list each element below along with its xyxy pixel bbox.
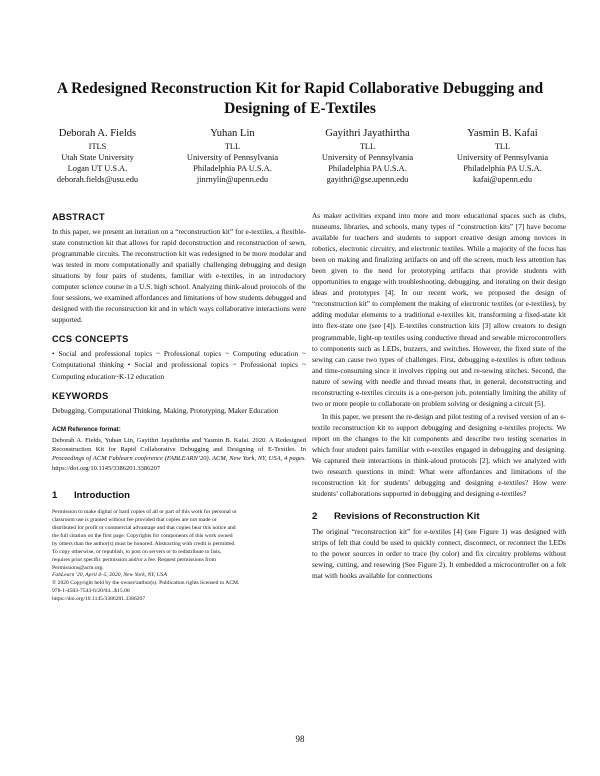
section-number: 1 — [52, 490, 58, 502]
left-column — [52, 212, 306, 604]
section-title: Introduction — [74, 490, 130, 502]
reference-doi: https://doi.org/10.1145/3386201.3386207 — [52, 464, 161, 472]
page-number: 98 — [295, 734, 305, 744]
revisions-paragraph: The original “reconstruction kit” for e-textiles [4] (see Figure 1) was designed with strips of felt that could be used to quickly connect, disconnect, or reconnect the LEDs to the power sources in order to trace (by color) and fix circuitry problems without sewing, cutting, and resewing (See Figure 2). It embedded a microcontroller on a felt mat with hooks available for connections — [312, 527, 566, 581]
intro-paragraph-1: As maker activities expand into more and more educational spaces such as clubs, museums, libraries, and schools, many types of “construction kits” [7] have become available for teachers and students to support creative design among novices in robotics, electronic circuitry, and electronic textiles. While a majority of the focus has been on making and finalizing artifacts on and off the screen, much less attention has been given to the need for prototyping artifacts that provide students with opportunities to engage with troubleshooting, debugging, and iterating on their design ideas and prototypes [4]. In our recent work, we proposed the design of “reconstruction kit” to complement the making of electronic textiles (or e-textiles), by adding modular elements to a traditional e-textiles kit, transforming a fixed-state kit into flex-state one (see [4]). E-textiles construction kits [3] allow creators to design programmable, light-up textiles using conductive thread and sewable microcontrollers to components such as LEDs, buzzers, and switches. However, the fixed state of the sewing can cause two types of challenges. First, debugging e-textiles is often tedious and time-consuming since it involves ripping out and re-sewing stitches. Second, the nature of sewing with needle and thread means that, in general, deconstructing and reconstructing e-textiles circuits is a one-person job, potentially limiting the ability of two or more people to collaborate on problem solving or designing a circuit [5]. — [312, 211, 566, 408]
permission-line: Permission to make digital or hard copies of all or part of this work for personal or — [52, 509, 237, 516]
author-email: jinrnylin@upenn.edu — [196, 175, 269, 185]
abstract-heading: ABSTRACT — [52, 212, 105, 222]
permission-block — [52, 509, 306, 604]
author-email: kafai@upenn.edu — [472, 175, 533, 185]
author-name: Deborah A. Fields — [58, 128, 137, 139]
author-block — [435, 127, 570, 185]
reference-text-italic: Proceedings of ACM Fablearn conference (FABLEARN’20). ACM, New York, NY, USA, 4 pages. — [52, 455, 306, 463]
doi-line: https://doi.org/10.1145/3386201.3386207 — [52, 596, 146, 603]
author-name: Yuhan Lin — [210, 128, 255, 139]
author-email: gayithri@gse.upenn.edu — [326, 175, 409, 185]
author-location: Philadelphia PA U.S.A. — [463, 164, 542, 174]
permission-line: Permissions@acm.org. — [52, 564, 104, 571]
permission-line: the full citation on the first page. Copyrights for components of this work owned — [52, 532, 233, 539]
section-title: Revisions of Reconstruction Kit — [334, 511, 480, 523]
venue-text: FabLearn '20, April 4–5, 2020, New York, NY, USA — [52, 572, 167, 579]
permission-line: requires prior specific permission and/or a fee. Request permissions from — [52, 556, 217, 563]
permission-line: by others than the author(s) must be honored. Abstracting with credit is permitted. — [52, 540, 236, 547]
abstract-text: In this paper, we present an iteration on a “reconstruction kit” for e-textiles, a flexible-state construction kit that allows for rapid deconstruction and reconstruction of sewn, programmable circuits. The reconstruction kit was redesigned to be more modular and was tested in more computationally and spatially challenging debugging and design situations by four pairs of students, familiar with e-textiles, in an introductory computer science course in a U.S. high school. Analyzing think-aloud protocols of the four sessions, we examined affordances and limitations of how students debugged and designed with the reconstruction kit and in which ways collaborative interactions were supported. — [52, 227, 306, 325]
author-org: TLL — [224, 142, 241, 151]
author-org: TLL — [359, 142, 376, 151]
reference-format-heading: ACM Reference format: — [52, 425, 121, 433]
intro-paragraph-2: In this paper, we present the re-design and pilot testing of a revised version of an e-textile reconstruction kit to support debugging and designing e-textiles projects. We report on the changes to the kit components and describe two testing scenarios in which four student pairs familiar with e-textiles engaged in debugging and designing. We captured their interactions in think-aloud protocols [2], which we analyzed with two research questions in mind: What were affordances and limitations of the reconstruction kit for students’ debugging and designing e-textiles? How were students’ collaborations supported in debugging and designing e-textiles? — [312, 411, 566, 499]
permission-line: distributed for profit or commercial advantage and that copies bear this notice and — [52, 525, 236, 532]
ccs-text: • Social and professional topics ~ Professional topics ~ Computing education ~ Computational thinking • Social and professional topics ~ Professional topics ~ Computing education~K-12 education — [52, 349, 306, 381]
right-column — [312, 210, 566, 581]
reference-text-plain: Deborah A. Fields, Yuhan Lin, Gayithri Jayathirtha and Yasmin B. Kafai. 2020. A Redesigned Reconstruction Kit for Rapid Collaborative Debugging and Designing of E-Textiles. In — [52, 436, 306, 454]
author-org: TLL — [494, 142, 511, 151]
author-block — [30, 127, 165, 185]
author-location: Philadelphia PA U.S.A. — [328, 164, 407, 174]
introduction-heading — [52, 490, 306, 501]
reference-format-text — [52, 436, 306, 474]
author-affiliation: Utah State University — [61, 153, 134, 163]
revisions-heading — [312, 511, 566, 522]
author-list — [30, 127, 570, 185]
keywords-heading: KEYWORDS — [52, 390, 109, 401]
permission-line: To copy otherwise, or republish, to post on servers or to redistribute to lists, — [52, 548, 222, 555]
author-org: ITLS — [88, 142, 107, 151]
author-name: Gayithri Jayathirtha — [325, 128, 410, 139]
paper-title: A Redesigned Reconstruction Kit for Rapid Collaborative Debugging and Designing of E-Textiles — [56, 80, 544, 117]
author-name: Yasmin B. Kafai — [467, 128, 538, 139]
author-email: deborah.fields@usu.edu — [56, 175, 139, 185]
author-affiliation: University of Pennsylvania — [456, 153, 549, 163]
keywords-text: Debugging, Computational Thinking, Making, Prototyping, Maker Education — [52, 405, 279, 415]
author-affiliation: University of Pennsylvania — [321, 153, 414, 163]
isbn-line: 978-1-4503-7543-6/20/04...$15.00 — [52, 588, 130, 595]
section-number: 2 — [312, 511, 318, 523]
author-block — [165, 127, 300, 185]
ccs-heading: CCS CONCEPTS — [52, 334, 129, 345]
author-affiliation: University of Pennsylvania — [186, 153, 279, 163]
author-block — [300, 127, 435, 185]
copyright-line: © 2020 Copyright held by the owner/author(s). Publication rights licensed to ACM. — [52, 580, 240, 587]
author-location: Philadelphia PA U.S.A. — [193, 164, 272, 174]
author-location: Logan UT U.S.A. — [67, 164, 128, 174]
permission-line: classroom use is granted without fee provided that copies are not made or — [52, 517, 217, 524]
